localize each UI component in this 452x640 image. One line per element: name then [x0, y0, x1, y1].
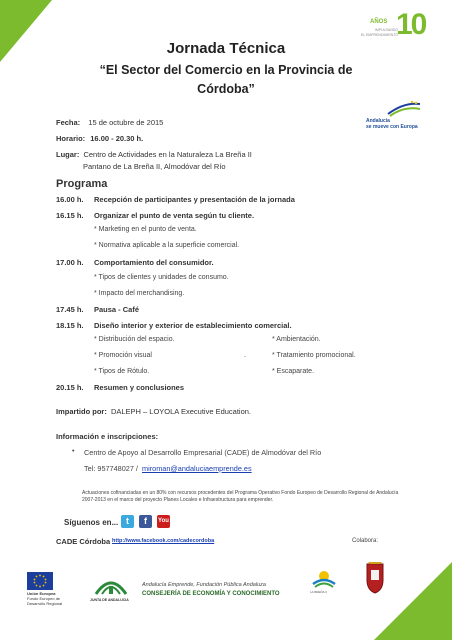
program-item: [56, 383, 184, 392]
program-item: [56, 211, 254, 220]
date-label: Fecha:: [56, 118, 81, 127]
facebook-icon[interactable]: f: [139, 515, 152, 528]
junta-label: JUNTA DE ANDALUCIA: [90, 598, 129, 602]
program-subitem: * Escaparate.: [272, 368, 315, 375]
program-subitem: * Impacto del merchandising.: [94, 290, 185, 297]
speaker-value: DALEPH – LOYOLA Executive Education.: [110, 407, 252, 416]
program-subitem: * Marketing en el punto de venta.: [94, 226, 197, 233]
program-item: [56, 195, 295, 204]
collaborates-label: Colabora:: [352, 538, 379, 544]
program-subitem: * Tratamiento promocional.: [272, 352, 356, 359]
andalucia-logo-text: [366, 118, 426, 130]
location-value-2: Pantano de La Breña II, Almodóvar del Río: [83, 162, 226, 171]
logo-subtitle: [340, 28, 398, 38]
info-bullet-text: Centro de Apoyo al Desarrollo Empresarial (CADE) de Almodóvar del Río: [84, 448, 322, 457]
junta-andalucia-logo-icon: [92, 574, 130, 596]
la-brena-logo-icon: [312, 568, 336, 588]
twitter-icon[interactable]: t: [121, 515, 134, 528]
email-link[interactable]: miroman@andaluciaemprende.es: [142, 464, 252, 473]
location-line: [56, 150, 252, 159]
program-text: Organizar el punto de venta según tu cliente.: [94, 211, 255, 220]
youtube-icon[interactable]: You: [157, 515, 170, 528]
logo-number: 10: [396, 8, 426, 41]
program-text: Recepción de participantes y presentación de la jornada: [94, 195, 295, 204]
event-subtitle-line1: “El Sector del Comercio en la Provincia de: [99, 63, 353, 77]
program-text: Resumen y conclusiones: [94, 383, 185, 392]
andalucia-emprende-text: Andalucía Emprende, Fundación Pública Andaluza: [142, 582, 266, 588]
location-value-1: Centro de Actividades en la Naturaleza La Breña II: [83, 150, 252, 159]
program-subitem: * Ambientación.: [272, 336, 321, 343]
program-time: 20.15 h.: [56, 383, 84, 392]
andalucia-swoosh-icon: [386, 100, 422, 118]
event-subtitle-line2: Córdoba”: [197, 82, 255, 96]
program-time: 16.15 h.: [56, 211, 84, 220]
logo-years-text: AÑOS: [370, 19, 388, 25]
program-time: 17.45 h.: [56, 305, 84, 314]
eu-flag-icon: [27, 572, 53, 590]
program-text: Diseño interior y exterior de establecimiento comercial.: [94, 321, 292, 330]
eu-label-line1: Unión Europea: [27, 591, 56, 596]
bullet-icon: •: [72, 448, 75, 455]
program-text: Comportamiento del consumidor.: [94, 258, 214, 267]
date-value: 15 de octubre de 2015: [88, 118, 164, 127]
eu-label-line2: Fondo Europeo de Desarrollo Regional: [27, 596, 63, 606]
phone-label: Tel: 957748027 /: [84, 464, 138, 473]
program-time: 18.15 h.: [56, 321, 84, 330]
program-time: 17.00 h.: [56, 258, 84, 267]
program-heading: Programa: [56, 178, 108, 190]
la-brena-label: LA BREÑA II: [310, 590, 328, 594]
cade-facebook-link[interactable]: http://www.facebook.com/cadecordoba: [112, 538, 215, 544]
eu-label: [27, 591, 67, 606]
andalucia-logo-line1: Andalucía: [366, 118, 390, 124]
logo-subtitle-line1: IMPULSANDO: [374, 28, 398, 32]
program-subitem: * Normativa aplicable a la superficie comercial.: [94, 242, 240, 249]
info-heading: Información e inscripciones:: [56, 432, 159, 441]
schedule-label: Horario:: [56, 134, 86, 143]
program-time: 16.00 h.: [56, 195, 84, 204]
follow-us-label: Síguenos en...: [64, 518, 119, 527]
program-subitem: * Promoción visual: [94, 352, 152, 359]
page-title: Jornada Técnica: [166, 40, 286, 57]
stray-dot: .: [244, 352, 246, 359]
coat-of-arms-icon: [362, 560, 388, 594]
program-subitem: * Distribución del espacio.: [94, 336, 175, 343]
logo-subtitle-line2: EL EMPRENDIMIENTO: [360, 33, 398, 37]
program-subitem: * Tipos de Rótulo.: [94, 368, 150, 375]
schedule-value: 16.00 - 20.30 h.: [90, 134, 144, 143]
schedule-line: [56, 134, 143, 143]
info-contact-line: [84, 464, 252, 473]
speaker-label: Impartido por:: [56, 407, 107, 416]
program-item: [56, 305, 139, 314]
andalucia-europa-logo: [366, 100, 426, 136]
consejeria-text: CONSEJERÍA DE ECONOMÍA Y CONOCIMIENTO: [142, 591, 280, 597]
program-item: [56, 321, 292, 330]
program-item: [56, 258, 214, 267]
cade-label: CADE Córdoba: [56, 537, 111, 546]
program-text: Pausa - Café: [94, 305, 140, 314]
location-label: Lugar:: [56, 150, 80, 159]
date-line: [56, 118, 163, 127]
speaker-line: [56, 407, 251, 416]
andalucia-logo-line2: se mueve con Europa: [366, 124, 418, 130]
program-subitem: * Tipos de clientes y unidades de consumo.: [94, 274, 229, 281]
funding-notice: Actuaciones cofinanciadas en un 80% con recursos procedentes del Programa Operativo Fondo Europeo de Desarrollo Regional de Andalucía 2007-2013 en el marco del proyecto Planes Locales e Infraestructura para emprender.: [82, 490, 399, 503]
